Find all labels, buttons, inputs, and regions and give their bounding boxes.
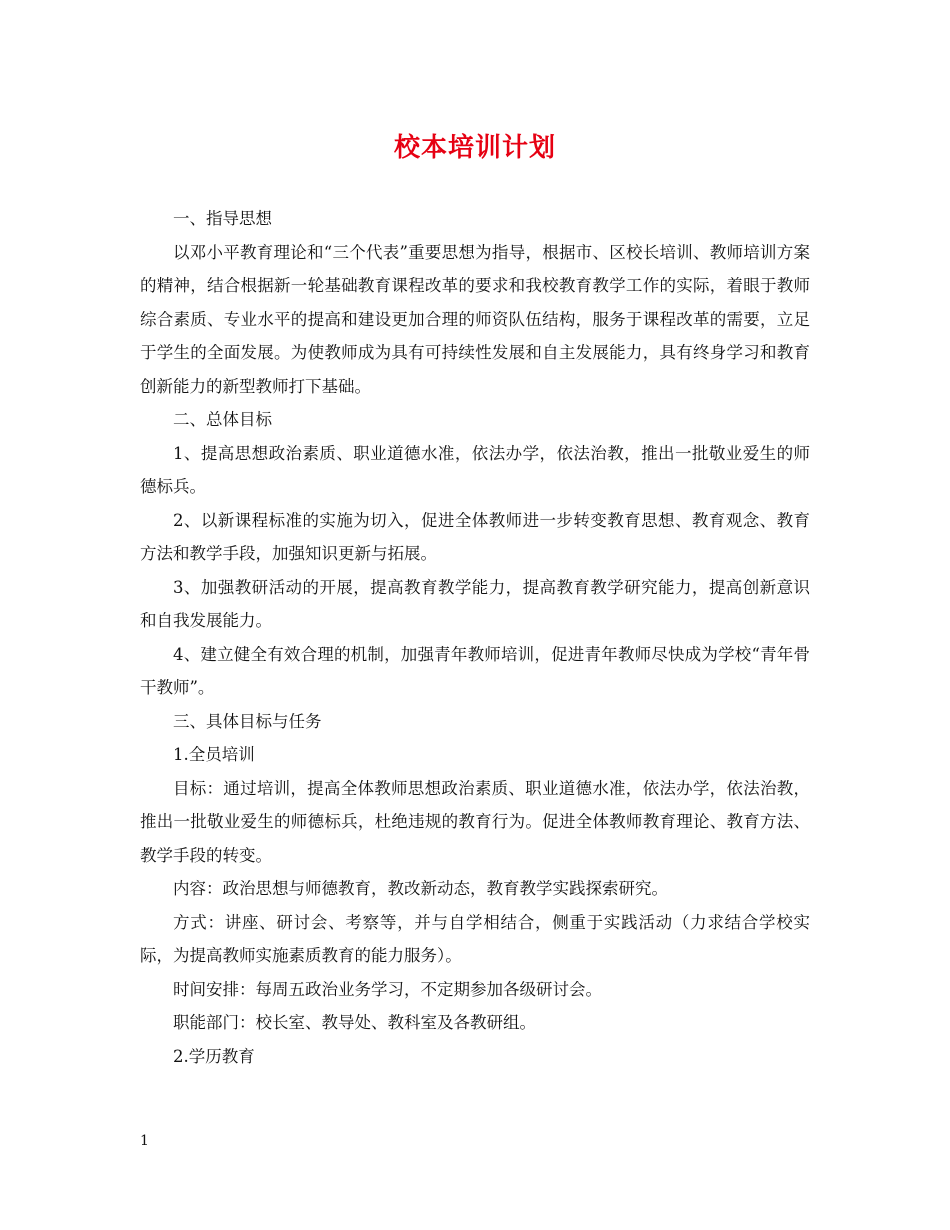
paragraph: 2、以新课程标准的实施为切入，促进全体教师进一步转变教育思想、教育观念、教育方法和教学手段，加强知识更新与拓展。 bbox=[140, 510, 810, 563]
paragraph: 2.学历教育 bbox=[173, 1046, 255, 1066]
document-title: 校本培训计划 bbox=[393, 133, 556, 163]
page-number: 1 bbox=[140, 1133, 149, 1149]
paragraph: 4、建立健全有效合理的机制，加强青年教师培训，促进青年教师尽快成为学校“青年骨干教师”。 bbox=[140, 644, 810, 697]
paragraph: 以邓小平教育理论和“三个代表”重要思想为指导，根据市、区校长培训、教师培训方案的精神，结合根据新一轮基础教育课程改革的要求和我校教育教学工作的实际，着眼于教师综合素质、专业水平的提高和建设更加合理的师资队伍结构，服务于课程改革的需要，立足于学生的全面发展。为使教师成为具有可持续性发展和自主发展能力，具有终身学习和教育创新能力的新型教师打下基础。 bbox=[140, 242, 810, 396]
paragraph: 时间安排：每周五政治业务学习，不定期参加各级研讨会。 bbox=[173, 979, 602, 999]
paragraph: 三、具体目标与任务 bbox=[173, 711, 322, 731]
paragraph: 一、指导思想 bbox=[173, 209, 272, 228]
paragraph: 内容：政治思想与师德教育，教改新动态，教育教学实践探索研究。 bbox=[173, 879, 668, 898]
paragraph: 二、总体目标 bbox=[173, 410, 272, 429]
paragraph: 目标：通过培训，提高全体教师思想政治素质、职业道德水准，依法办学，依法治教，推出一批敬业爱生的师德标兵，杜绝违规的教育行为。促进全体教师教育理论、教育方法、教学手段的转变。 bbox=[140, 778, 810, 865]
paragraph: 3、加强教研活动的开展，提高教育教学能力，提高教育教学研究能力，提高创新意识和自我发展能力。 bbox=[140, 577, 810, 630]
paragraph: 职能部门：校长室、教导处、教科室及各教研组。 bbox=[173, 1013, 536, 1032]
paragraph: 1、提高思想政治素质、职业道德水准，依法办学，依法治教，推出一批敬业爱生的师德标兵。 bbox=[140, 443, 810, 496]
document-body bbox=[140, 202, 810, 1073]
paragraph: 1.全员培训 bbox=[173, 745, 255, 764]
paragraph: 方式：讲座、研讨会、考察等，并与自学相结合，侧重于实践活动（力求结合学校实际，为提高教师实施素质教育的能力服务）。 bbox=[140, 912, 810, 965]
